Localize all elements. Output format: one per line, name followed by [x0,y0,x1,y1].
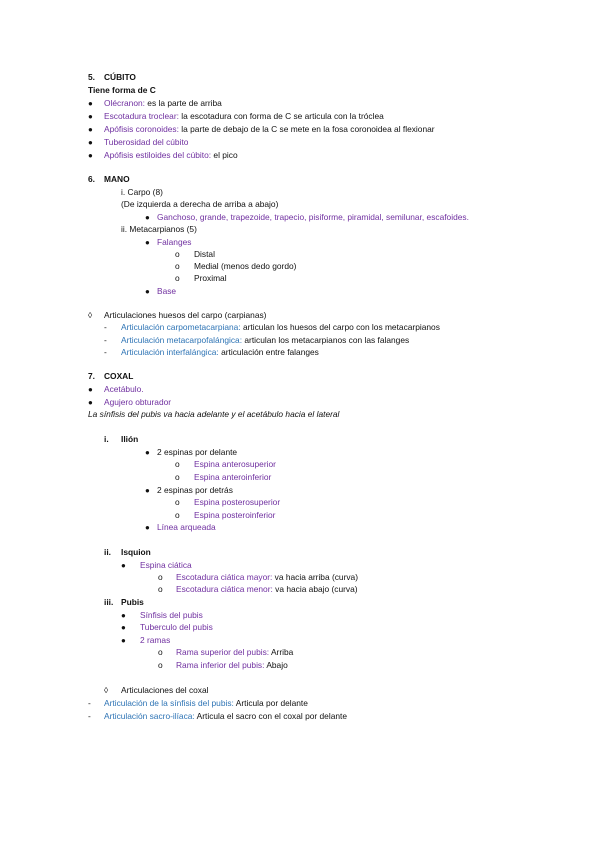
list-item: Espina anteroinferior [194,472,272,482]
bullet-icon: ● [88,99,93,108]
list-item: 2 espinas por detrás [157,485,233,495]
desc: Articula el sacro con el coxal por delante [194,711,347,721]
bullet-icon: ● [145,486,150,495]
bullet-icon: ● [145,287,150,296]
desc: Abajo [264,660,288,670]
desc: articulan los metacarpianos con las falanges [242,335,410,345]
desc: articulan los huesos del carpo con los metacarpianos [240,322,440,332]
term: Rama superior del pubis: [176,647,270,657]
metacarpianos-heading: ii. Metacarpianos (5) [121,224,197,234]
term: Olécranon: [104,98,145,108]
term: Escotadura ciática menor: [176,584,273,594]
pubis-heading: Pubis [121,597,144,607]
bullet-icon: ● [88,112,93,121]
circle-bullet-icon: o [175,510,180,520]
term: Apófisis estiloides del cúbito: [104,150,212,160]
term: Articulación de la sínfisis del pubis: [104,698,234,708]
list-item [176,572,358,583]
circle-bullet-icon: o [175,459,180,469]
desc: el pico [211,150,238,160]
coxal-note: La sínfisis del pubis va hacia adelante y el acetábulo hacia el lateral [88,409,340,419]
bullet-icon: ● [88,385,93,394]
isquion-number: ii. [104,547,111,557]
term: Rama inferior del pubis: [176,660,265,670]
list-item: Tuberculo del pubis [140,622,213,632]
list-item: Agujero obturador [104,397,172,407]
desc: la escotadura con forma de C se articula con la tróclea [178,111,384,121]
circle-bullet-icon: o [175,472,180,482]
desc: es la parte de arriba [144,98,222,108]
list-item [121,335,409,346]
dash-icon: - [88,698,91,708]
list-item [104,698,308,709]
desc: va hacia arriba (curva) [272,572,359,582]
artic-coxal-title: Articulaciones del coxal [121,685,209,695]
bullet-icon: ● [145,448,150,457]
term: Tuberosidad del cúbito [104,137,189,147]
isquion-heading: Isquion [121,547,151,557]
section-5-subtitle: Tiene forma de C [88,85,156,95]
list-item [176,660,288,671]
section-7-title: COXAL [104,371,134,381]
term: Escotadura ciática mayor: [176,572,273,582]
bullet-icon: ● [121,561,126,570]
carpo-note: (De izquierda a derecha de arriba a abajo) [121,199,279,209]
list-item: Espina anterosuperior [194,459,276,469]
list-item: Espina posterosuperior [194,497,281,507]
dash-icon: - [104,322,107,332]
base-item: Base [157,286,177,296]
list-item: Línea arqueada [157,522,216,532]
section-5-number: 5. [88,72,95,82]
term: Apófisis coronoides: [104,124,179,134]
artic-carpo-title: Articulaciones huesos del carpo (carpianas) [104,310,267,320]
list-item: Espina posteroinferior [194,510,276,520]
list-item [121,347,319,358]
list-item [121,322,440,333]
list-item: Medial (menos dedo gordo) [194,261,297,271]
dash-icon: - [104,347,107,357]
list-item [176,584,358,595]
diamond-icon: ◊ [88,310,93,320]
circle-bullet-icon: o [158,572,163,582]
section-7-number: 7. [88,371,95,381]
section-6-title: MANO [104,174,130,184]
desc: la parte de debajo de la C se mete en la fosa coronoidea al flexionar [178,124,435,134]
desc: Articula por delante [233,698,308,708]
section-6-number: 6. [88,174,95,184]
term: Articulación interfalángica: [121,347,219,357]
carpo-heading: i. Carpo (8) [121,187,163,197]
ilion-heading: Ilión [121,434,139,444]
term: Escotadura troclear: [104,111,179,121]
bullet-icon: ● [88,398,93,407]
list-item: Distal [194,249,215,259]
term: Articulación carpometacarpiana: [121,322,241,332]
pubis-number: iii. [104,597,114,607]
desc: Arriba [269,647,294,657]
list-item: 2 ramas [140,635,171,645]
carpo-bones: Ganchoso, grande, trapezoide, trapecio, pisiforme, piramidal, semilunar, escafoides. [157,212,469,222]
list-item: Acetábulo. [104,384,144,394]
list-item [104,111,384,122]
bullet-icon: ● [145,238,150,247]
term: Articulación sacro-ilíaca: [104,711,195,721]
list-item: 2 espinas por delante [157,447,238,457]
section-5-title: CÚBITO [104,72,136,82]
list-item: Proximal [194,273,227,283]
circle-bullet-icon: o [175,249,180,259]
desc: articulación entre falanges [218,347,319,357]
list-item [104,711,347,722]
bullet-icon: ● [121,623,126,632]
bullet-icon: ● [88,125,93,134]
circle-bullet-icon: o [175,273,180,283]
list-item [104,124,435,135]
dash-icon: - [104,335,107,345]
falanges-item: Falanges [157,237,192,247]
dash-icon: - [88,711,91,721]
circle-bullet-icon: o [175,261,180,271]
list-item [104,137,188,148]
desc: va hacia abajo (curva) [272,584,358,594]
bullet-icon: ● [145,523,150,532]
circle-bullet-icon: o [158,647,163,657]
bullet-icon: ● [121,636,126,645]
term: Articulación metacarpofalángica: [121,335,243,345]
bullet-icon: ● [88,151,93,160]
list-item: Espina ciática [140,560,192,570]
circle-bullet-icon: o [175,497,180,507]
bullet-icon: ● [88,138,93,147]
list-item [104,98,222,109]
bullet-icon: ● [121,611,126,620]
diamond-icon: ◊ [104,685,109,695]
list-item [104,150,238,161]
ilion-number: i. [104,434,109,444]
circle-bullet-icon: o [158,660,163,670]
list-item [176,647,293,658]
list-item: Sínfisis del pubis [140,610,203,620]
bullet-icon: ● [145,213,150,222]
circle-bullet-icon: o [158,584,163,594]
